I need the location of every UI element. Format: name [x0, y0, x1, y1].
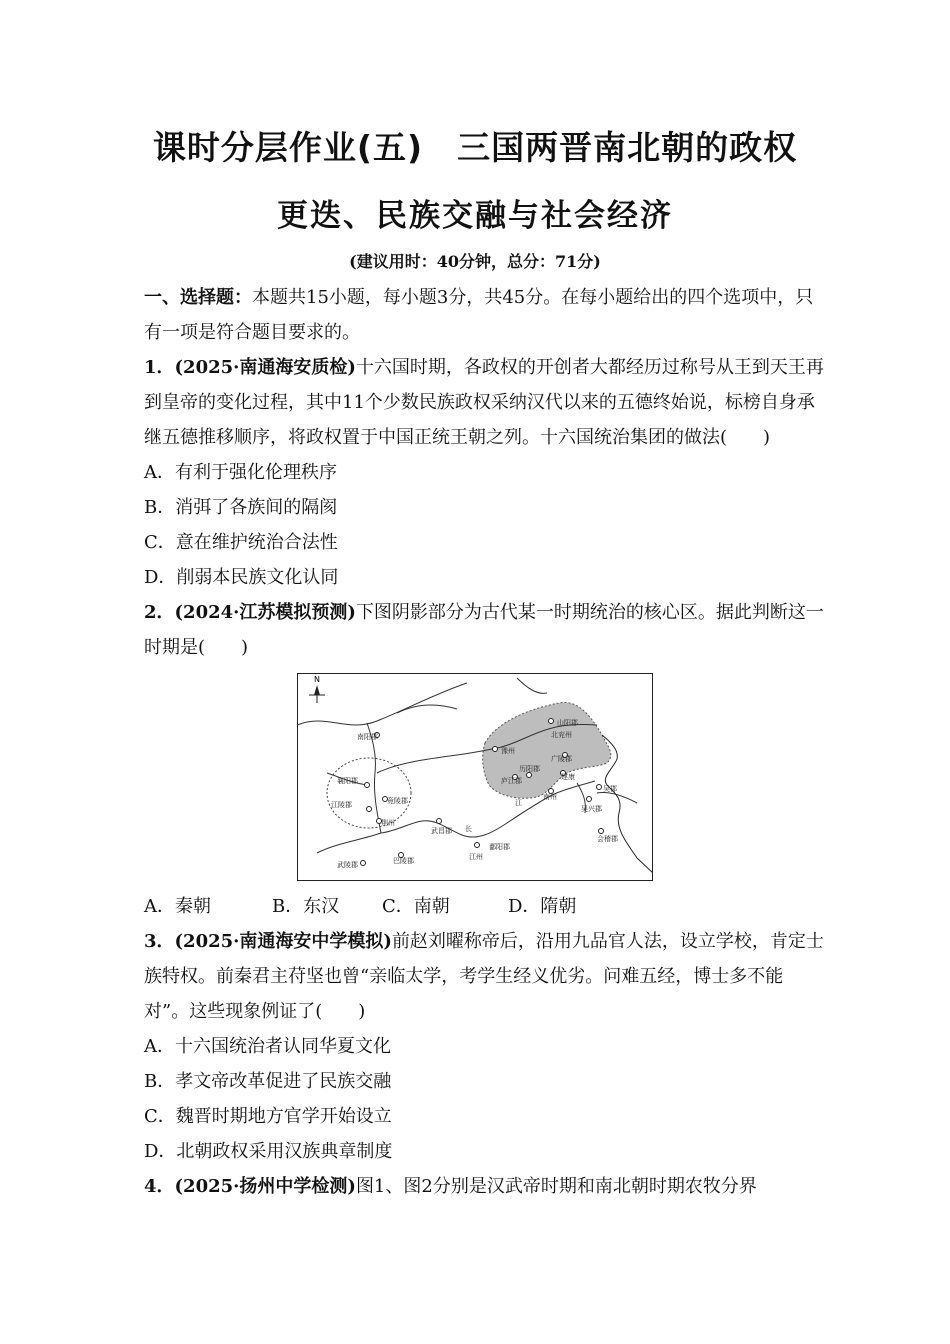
- map-label-jiangzhou: 江州: [469, 853, 483, 861]
- map-label-baling: 巴陵郡: [393, 857, 414, 865]
- map-label-beiyanzhou: 北兖州: [551, 731, 572, 739]
- question-4: [144, 1169, 824, 1204]
- q1-option-d: D．削弱本民族文化认同: [144, 567, 339, 588]
- map-label-wuling: 武陵郡: [337, 861, 358, 869]
- map-label-chang: 长: [465, 825, 472, 833]
- question-source: (2025·扬州中学检测): [174, 1176, 356, 1197]
- map-label-jiang: 江: [515, 799, 522, 807]
- question-list: [144, 280, 824, 1204]
- question-source: (2025·南通海安质检): [174, 357, 356, 378]
- question-3: [144, 924, 824, 1029]
- q3-option-a: A．十六国统治者认同华夏文化: [144, 1036, 391, 1057]
- question-1: [144, 350, 824, 455]
- question-stem: 十六国时期，各政权的开创者大都经历过称号从王到天王再到皇帝的变化过程，其中11个少数民族政权采纳汉代以来的五德终始说，标榜自身承继五德推移顺序，将政权置于中国正统王朝之列。十六国统治集团的做法( ): [144, 357, 824, 448]
- q1-option-a: A．有利于强化伦理秩序: [144, 462, 337, 483]
- q2-option-a: A．秦朝: [144, 896, 211, 917]
- north-label: N: [314, 675, 320, 684]
- question-number: 2．: [144, 602, 175, 623]
- map-label-xiangyang: 襄阳郡: [337, 777, 358, 785]
- map-label-jingling: 竟陵郡: [387, 797, 408, 805]
- q3-option-d: D．北朝政权采用汉族典章制度: [144, 1141, 393, 1162]
- page-subtitle: 更迭、民族交融与社会经济: [277, 198, 673, 234]
- time-note: (建议用时：40分钟，总分：71分): [349, 252, 601, 271]
- q2-options: [144, 889, 824, 924]
- map-label-kuaiji: 会稽郡: [597, 835, 618, 843]
- question-source: (2025·南通海安中学模拟): [174, 931, 392, 952]
- map-label-wujun: 吴郡: [603, 785, 617, 793]
- question-source: (2024·江苏模拟预测): [174, 602, 356, 623]
- q2-option-d: D．隋朝: [508, 896, 577, 917]
- map-label-nanyang: 南阳郡: [357, 733, 378, 741]
- map-label-nanzhou: 南州: [543, 793, 557, 801]
- q3-option-c: C．魏晋时期地方官学开始设立: [144, 1106, 392, 1127]
- question-stem: 前赵刘曜称帝后，沿用九品官人法，设立学校，肯定士族特权。前秦君主苻坚也曾“亲临太学，考学生经义优劣。问难五经，博士多不能对”。这些现象例证了( ): [144, 931, 824, 1022]
- q2-option-b: B．东汉: [272, 896, 340, 917]
- map-label-jiankang: 建康: [561, 773, 575, 781]
- q3-option-b: B．孝文帝改革促进了民族交融: [144, 1071, 392, 1092]
- question-number: 1．: [144, 357, 175, 378]
- q1-option-c: C．意在维护统治合法性: [144, 532, 338, 553]
- map-label-wuchang: 武昌郡: [431, 827, 452, 835]
- page-title: 课时分层作业(五) 三国两晋南北朝的政权: [152, 128, 798, 167]
- question-number: 4．: [144, 1176, 175, 1197]
- map-label-jiangling: 江陵郡: [331, 801, 352, 809]
- q2-option-c: C．南朝: [382, 896, 450, 917]
- historical-map: [297, 673, 653, 881]
- section-instruction: 本题共15小题，每小题3分，共45分。在每小题给出的四个选项中，只有一项是符合题目要求的。: [144, 287, 814, 343]
- map-label-guangling: 广陵郡: [551, 755, 572, 763]
- question-number: 3．: [144, 931, 175, 952]
- question-stem: 图1、图2分别是汉武帝时期和南北朝时期农牧分界: [355, 1176, 757, 1197]
- question-stem: 下图阴影部分为古代某一时期统治的核心区。据此判断这一时期是( ): [144, 602, 824, 658]
- section-heading: 一、选择题：: [144, 287, 252, 308]
- map-label-lujiang: 庐江郡: [501, 777, 522, 785]
- question-2: [144, 595, 824, 665]
- map-label-liyang: 历阳郡: [519, 765, 540, 773]
- section-intro: [144, 280, 824, 350]
- q1-option-b: B．消弭了各族间的隔阂: [144, 497, 338, 518]
- map-label-yuzhou: 豫州: [501, 747, 515, 755]
- map-label-shanyang: 山阳郡: [557, 719, 578, 727]
- map-label-poyang: 鄱阳郡: [489, 843, 510, 851]
- map-label-jingzhou: 荆州: [381, 819, 395, 827]
- map-label-wuxing: 吴兴郡: [581, 805, 602, 813]
